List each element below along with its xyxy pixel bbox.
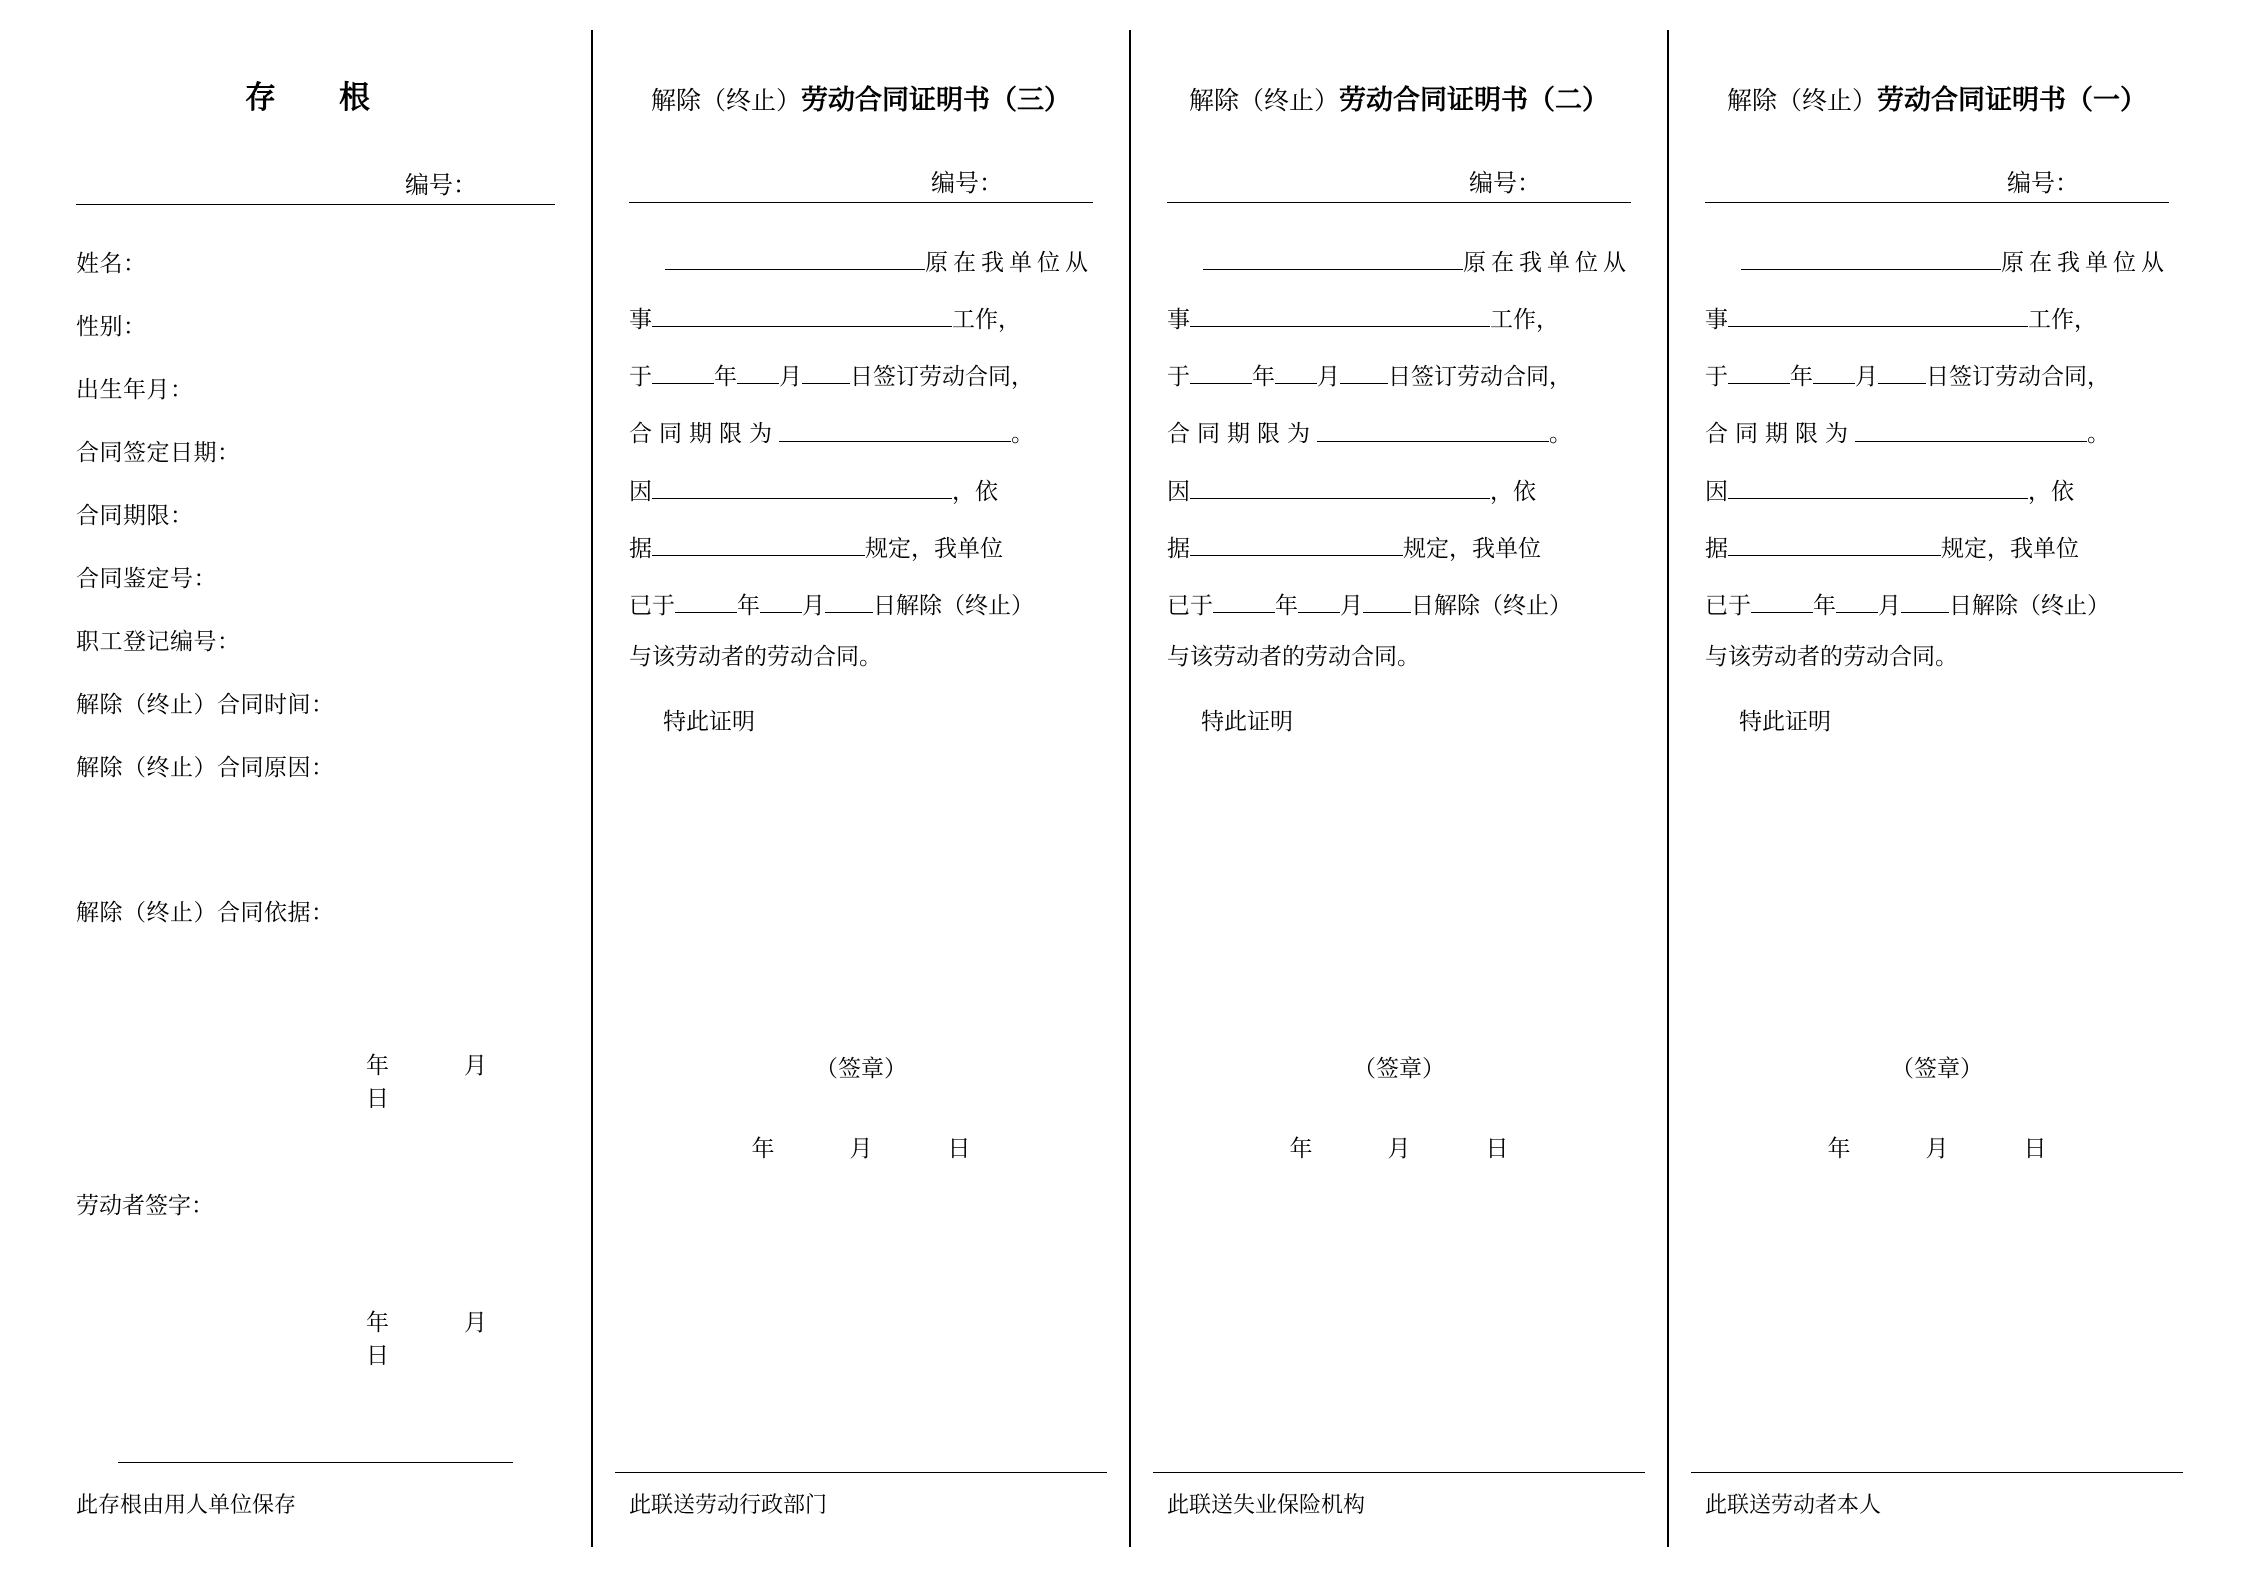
cert3-seal: （签章） xyxy=(815,1056,907,1081)
cert2-blank-year[interactable] xyxy=(1190,359,1252,384)
stub-field-termination-reason: 解除（终止）合同原因： xyxy=(76,755,335,780)
cert1-blank-day[interactable] xyxy=(1878,359,1926,384)
cert2-footer-rule xyxy=(1153,1472,1645,1473)
certificate-three-title xyxy=(629,78,1093,117)
cert1-line-5: 因 ，依 xyxy=(1705,474,2169,503)
stub-field-termination-time: 解除（终止）合同时间： xyxy=(76,692,335,717)
certificate-three-body xyxy=(629,245,1093,733)
cert3-line-8: 与该劳动者的劳动合同。 xyxy=(629,643,882,669)
stub-field-gender: 性别： xyxy=(76,314,147,339)
cert2-line-2: 事 工作， xyxy=(1167,302,1631,331)
stub-bottom-rule xyxy=(118,1462,513,1463)
cert3-line-3: 于 年 月 日签订劳动合同， xyxy=(629,359,1093,388)
cert3-attest: 特此证明 xyxy=(663,708,755,734)
cert2-seal: （签章） xyxy=(1353,1056,1445,1081)
cert1-blank-end-year[interactable] xyxy=(1751,588,1813,613)
cert2-blank-reason[interactable] xyxy=(1190,474,1490,499)
stub-field-contract-sign-date: 合同签定日期： xyxy=(76,440,241,465)
cert3-blank-name[interactable] xyxy=(665,245,925,270)
cert3-footer-rule xyxy=(615,1472,1107,1473)
certificate-two-number-label: 编号： xyxy=(1469,171,1541,197)
stub-field-contract-term: 合同期限： xyxy=(76,503,194,528)
cert2-blank-end-day[interactable] xyxy=(1363,588,1411,613)
cert3-line-4: 合同期限为 。 xyxy=(629,416,1093,445)
certificate-one-title-prefix: 解除（终止） xyxy=(1726,88,1877,115)
cert3-line-5: 因 ，依 xyxy=(629,474,1093,503)
cert1-footer-rule xyxy=(1691,1472,2183,1473)
certificate-one-body xyxy=(1705,245,2169,733)
stub-field-name: 姓名： xyxy=(76,251,147,276)
cert1-line-1: 原在我单位从 xyxy=(1705,245,2169,274)
cert1-blank-name[interactable] xyxy=(1741,245,2001,270)
cert1-blank-year[interactable] xyxy=(1728,359,1790,384)
cert3-footer: 此联送劳动行政部门 xyxy=(629,1492,828,1517)
stub-field-employee-reg-no: 职工登记编号： xyxy=(76,629,241,654)
cert3-blank-end-month[interactable] xyxy=(760,588,802,613)
cert1-blank-basis[interactable] xyxy=(1728,531,1941,556)
cert2-line-6: 据 规定，我单位 xyxy=(1167,531,1631,560)
certificate-two-title-main: 劳动合同证明书（二） xyxy=(1339,85,1609,115)
cert2-blank-basis[interactable] xyxy=(1190,531,1403,556)
certificate-three-number-line xyxy=(629,163,1093,203)
certificate-three-title-main: 劳动合同证明书（三） xyxy=(801,85,1071,115)
cert3-line-7: 已于 年 月 日解除（终止） xyxy=(629,588,1093,617)
stub-worker-signature-label: 劳动者签字： xyxy=(76,1193,214,1218)
certificate-two-title xyxy=(1167,78,1631,117)
cert2-line-1: 原在我单位从 xyxy=(1167,245,1631,274)
certificate-two-body xyxy=(1167,245,1631,733)
cert3-blank-term[interactable] xyxy=(779,416,1011,441)
cert1-footer: 此联送劳动者本人 xyxy=(1705,1492,1882,1517)
cert2-footer: 此联送失业保险机构 xyxy=(1167,1492,1366,1517)
cert3-blank-basis[interactable] xyxy=(652,531,865,556)
stub-field-termination-basis: 解除（终止）合同依据： xyxy=(76,900,335,925)
cert3-blank-day[interactable] xyxy=(802,359,850,384)
cert1-line-2: 事 工作， xyxy=(1705,302,2169,331)
certificate-one xyxy=(1667,30,2205,1547)
cert1-blank-month[interactable] xyxy=(1813,359,1855,384)
cert1-blank-end-month[interactable] xyxy=(1836,588,1878,613)
stub-signature-date-line: 年 月 日 xyxy=(366,1310,562,1368)
cert3-line-2: 事 工作， xyxy=(629,302,1093,331)
stub-field-birthdate: 出生年月： xyxy=(76,377,194,402)
cert1-attest: 特此证明 xyxy=(1739,708,1831,734)
cert2-blank-name[interactable] xyxy=(1203,245,1463,270)
stub-section xyxy=(40,30,591,1547)
cert2-line-3: 于 年 月 日签订劳动合同， xyxy=(1167,359,1631,388)
certificate-one-number-line xyxy=(1705,163,2169,203)
cert3-line-1: 原在我单位从 xyxy=(629,245,1093,274)
stub-number-line xyxy=(76,165,555,205)
cert1-seal: （签章） xyxy=(1891,1056,1983,1081)
certificate-two-number-line xyxy=(1167,163,1631,203)
cert2-line-4: 合同期限为 。 xyxy=(1167,416,1631,445)
cert2-date-line: 年 月 日 xyxy=(1289,1136,1535,1161)
cert3-blank-job[interactable] xyxy=(652,302,952,327)
cert3-blank-end-day[interactable] xyxy=(825,588,873,613)
cert2-line-8: 与该劳动者的劳动合同。 xyxy=(1167,643,1420,669)
cert2-blank-job[interactable] xyxy=(1190,302,1490,327)
certificate-three-number-label: 编号： xyxy=(931,171,1003,197)
certificate-two-title-prefix: 解除（终止） xyxy=(1188,88,1339,115)
cert2-line-5: 因 ，依 xyxy=(1167,474,1631,503)
cert1-blank-term[interactable] xyxy=(1855,416,2087,441)
stub-number-label: 编号： xyxy=(405,173,477,199)
certificate-one-title-main: 劳动合同证明书（一） xyxy=(1877,85,2147,115)
cert2-blank-end-year[interactable] xyxy=(1213,588,1275,613)
certificate-three xyxy=(591,30,1129,1547)
cert1-line-3: 于 年 月 日签订劳动合同， xyxy=(1705,359,2169,388)
cert2-blank-term[interactable] xyxy=(1317,416,1549,441)
cert1-blank-job[interactable] xyxy=(1728,302,2028,327)
certificate-one-number-label: 编号： xyxy=(2007,171,2079,197)
certificate-three-title-prefix: 解除（终止） xyxy=(650,88,801,115)
cert3-blank-year[interactable] xyxy=(652,359,714,384)
certificate-one-title xyxy=(1705,78,2169,117)
cert1-line-6: 据 规定，我单位 xyxy=(1705,531,2169,560)
cert2-line-7: 已于 年 月 日解除（终止） xyxy=(1167,588,1631,617)
cert1-line-8: 与该劳动者的劳动合同。 xyxy=(1705,643,1958,669)
cert3-blank-reason[interactable] xyxy=(652,474,952,499)
cert1-line-4: 合同期限为 。 xyxy=(1705,416,2169,445)
cert1-blank-reason[interactable] xyxy=(1728,474,2028,499)
stub-field-contract-appraisal-no: 合同鉴定号： xyxy=(76,566,217,591)
stub-footer: 此存根由用人单位保存 xyxy=(76,1492,297,1517)
cert2-blank-end-month[interactable] xyxy=(1298,588,1340,613)
cert3-line-6: 据 规定，我单位 xyxy=(629,531,1093,560)
cert2-attest: 特此证明 xyxy=(1201,708,1293,734)
stub-date-line: 年 月 日 xyxy=(366,1053,562,1111)
cert3-blank-end-year[interactable] xyxy=(675,588,737,613)
cert1-line-7: 已于 年 月 日解除（终止） xyxy=(1705,588,2169,617)
cert2-blank-day[interactable] xyxy=(1340,359,1388,384)
certificate-two xyxy=(1129,30,1667,1547)
cert1-date-line: 年 月 日 xyxy=(1827,1136,2073,1161)
cert2-blank-month[interactable] xyxy=(1275,359,1317,384)
stub-title: 存 根 xyxy=(245,80,386,115)
cert3-blank-month[interactable] xyxy=(737,359,779,384)
cert1-blank-end-day[interactable] xyxy=(1901,588,1949,613)
cert3-date-line: 年 月 日 xyxy=(751,1136,997,1161)
